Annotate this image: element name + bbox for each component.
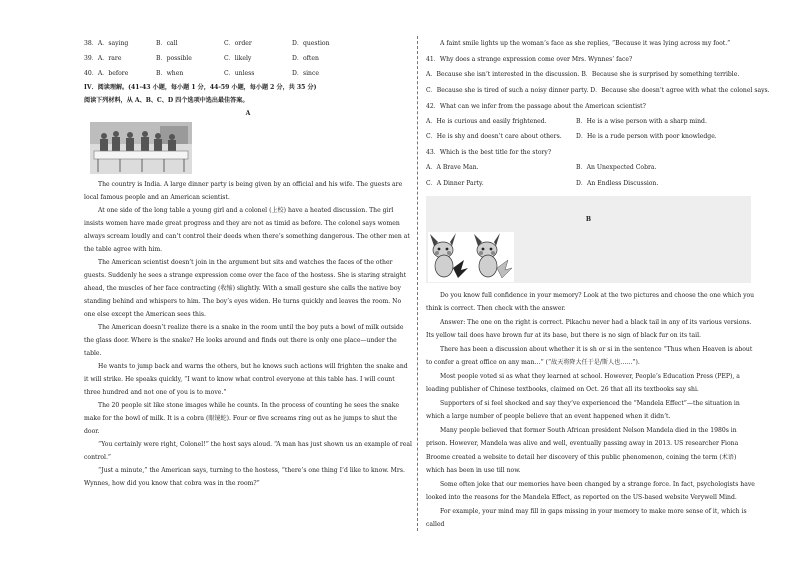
option-c: C．A Dinner Party. [426, 179, 484, 187]
option-a: A．He is curious and easily frightened. [426, 117, 547, 125]
option-d: D．Because she doesn’t agree with what the colonel says. [590, 86, 770, 94]
paragraph: He wants to jump back and warns the others, but he knows such actions will frighten the snake and it will strike. He speaks quickly, “I want to know what control everyone at this table has. I will count three hundred and not one of you is to move.” [84, 363, 408, 396]
option-b: B．He is a wise person with a sharp mind. [576, 117, 707, 125]
paragraph: Most people voted si as what they learned at school. However, People’s Education Press (PEP), a leading publisher of Chinese textbooks, claimed on Oct. 26 that all its textbooks say shi. [426, 372, 740, 393]
option-b: B．An Unexpected Cobra. [576, 164, 657, 172]
paragraph: The American scientist doesn’t join in the argument but sits and watches the faces of the other guests. Suddenly he sees a strange expression come over the face of the hostess. She is staring straight ahead, the muscles of her face contracting (收缩) slightly. With a small gesture she calls the native boy standing behind and whispers to him. The boy’s eyes widen. He turns quickly and leaves the room. No one else except the American sees this. [84, 259, 407, 318]
paragraph: Some often joke that our memories have been changed by a strange force. In fact, psychologists have looked into the reasons for the Mandela Effect, as reported on the US-based website Verywell Mind. [426, 480, 755, 501]
paragraph: At one side of the long table a young girl and a colonel (上校) have a heated discussion. The girl insists women have made great progress and they are not as timid as before. The colonel says women always scream loudly and can’t control their deeds when there’s something dangerous. The other men at the table agree with him. [84, 207, 410, 253]
dinner-party-illustration [90, 122, 192, 174]
option-b: B．when [156, 69, 184, 77]
option-b: B．possible [156, 54, 192, 62]
paragraph: Do you know full confidence in your memory? Look at the two pictures and choose the one which you think is correct. Then check with the answer. [426, 291, 755, 312]
option-c: C．He is shy and doesn’t care about others. [426, 133, 562, 141]
question-41-options-row [426, 68, 756, 84]
paragraph: There has been a discussion about whether it is sh or si in the sentence “Thus when Heaven is about to confer a great office on any man…” (“故天将降大任于是/斯人也……”). [426, 345, 753, 366]
option-c: C．likely [224, 54, 252, 62]
question-number: 38． [84, 39, 98, 47]
option-row-38 [84, 36, 412, 51]
question-43-options-row [426, 161, 756, 177]
passage-letter-a: A [245, 110, 251, 117]
paragraph: “Just a minute,” the American says, turning to the hostess, “there’s one thing I’d like to know. Mrs. Wynnes, how did you know that cobra was in the room?” [84, 467, 405, 487]
question-43-options-row [426, 176, 756, 192]
option-b: B．call [156, 39, 178, 47]
question-42-stem: 42．What can we infer from the passage about the American scientist? [426, 102, 646, 110]
passage-b-header-box [426, 196, 751, 283]
option-d: D．since [292, 69, 319, 77]
paragraph: The American doesn’t realize there is a snake in the room until the boy puts a bowl of milk outside the glass door. Where is the snake? He looks around and finds out there is only one place—under the table. [84, 324, 404, 357]
option-b: B．Because she is surprised by something terrible. [581, 71, 740, 79]
question-43-stem: 43．Which is the best title for the story? [426, 149, 552, 156]
paragraph: The 20 people sit like stone images while he counts. In the process of counting he sees the snake make for the bowl of milk. It is a cobra (眼镜蛇). Four or five screams ring out as he jumps to shut the door. [84, 402, 400, 435]
paragraph: For example, your mind may fill in gaps missing in your memory to make more sense of it, which is called [426, 507, 747, 528]
option-a: A．A Brave Man. [426, 164, 479, 172]
question-41-options-row [426, 83, 770, 99]
option-a: A．before [97, 69, 129, 77]
option-c: C．order [224, 39, 252, 47]
option-row-40 [84, 66, 412, 81]
passage-letter-b: B [585, 215, 592, 223]
paragraph: A faint smile lights up the woman’s face as she replies, “Because it was lying across my foot.” [440, 40, 731, 47]
question-number: 39． [84, 54, 98, 62]
question-42-options-row [426, 114, 756, 130]
section-instruction: 阅读下列材料，从 A、B、C、D 四个选项中选出最佳答案。 [84, 97, 249, 104]
pikachu-comparison-image [428, 232, 514, 282]
option-c: C．Because she is tired of such a noisy dinner party. [426, 86, 589, 94]
option-d: D．often [292, 54, 319, 62]
paragraph: The country is India. A large dinner party is being given by an official and his wife. The guests are local famous people and an American scientist. [84, 181, 403, 201]
option-a: A．rare [97, 54, 122, 62]
option-c: C．unless [224, 69, 255, 77]
option-a: A．Because she isn’t interested in the discussion. [426, 71, 580, 79]
column-divider [417, 36, 418, 531]
option-d: D．An Endless Discussion. [576, 179, 659, 187]
option-a: A．saying [97, 39, 129, 47]
option-row-39 [84, 51, 412, 66]
paragraph: Supporters of si feel shocked and say they’ve experienced the “Mandela Effect”—the situation in which a large number of people believe that an event happened when it didn’t. [426, 399, 740, 420]
left-column [84, 36, 412, 490]
question-41-stem: 41．Why does a strange expression come over Mrs. Wynnes’ face? [426, 56, 633, 63]
option-d: D．He is a rude person with poor knowledge. [576, 133, 717, 141]
section-heading: IV．阅读理解。(41-43 小题，每小题 1 分，44-59 小题，每小题 2 分，共 35 分) [84, 84, 317, 91]
paragraph: Many people believed that former South African president Nelson Mandela died in the 1980s in prison. However, Mandela was alive and well, eventually passing away in 2013. US researcher Fiona Broome created a website to detail her discovery of this public phenomenon, coining the term (术语) which has been in use till now. [426, 426, 739, 474]
right-column [426, 36, 770, 532]
question-42-options-row [426, 130, 756, 146]
question-number: 40． [84, 69, 98, 77]
paragraph: “You certainly were right, Colonel!” the host says aloud. “A man has just shown us an example of real control.” [84, 441, 412, 461]
paragraph: Answer: The one on the right is correct. Pikachu never had a black tail in any of its various versions. Its yellow tail does have brown fur at its base, but there is no sign of black fur on its tail. [426, 318, 752, 339]
option-d: D．question [292, 39, 330, 47]
